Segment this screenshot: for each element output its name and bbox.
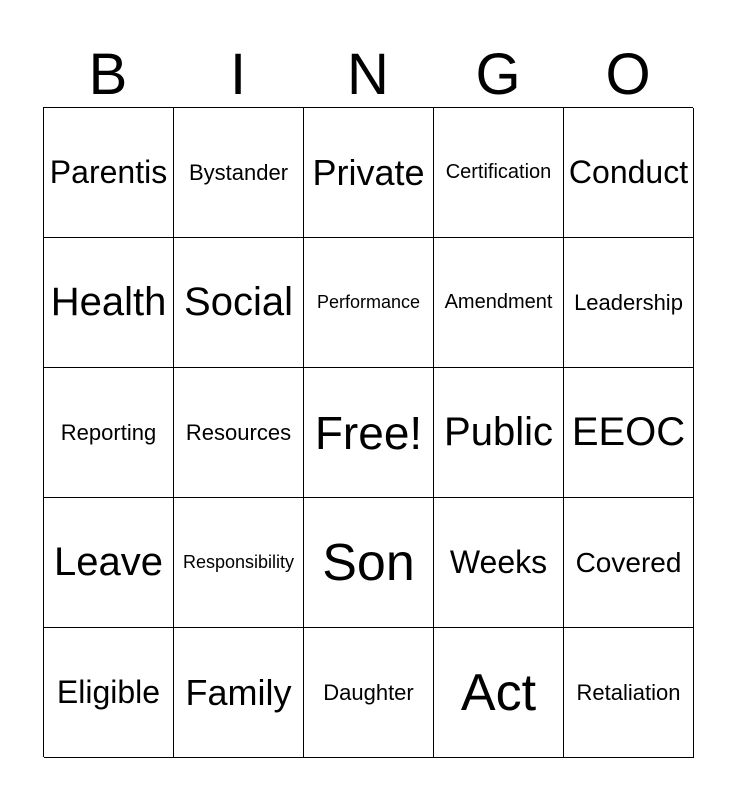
free-space: Free! xyxy=(304,368,434,498)
header-letter-i: I xyxy=(229,42,247,107)
bingo-cell-r1c5: Conduct xyxy=(564,108,694,238)
bingo-board xyxy=(43,107,693,757)
bingo-cell-r1c4: Certification xyxy=(434,108,564,238)
bingo-cell-r3c2: Resources xyxy=(174,368,304,498)
bingo-cell-r1c1: Parentis xyxy=(44,108,174,238)
bingo-cell-r5c5: Retaliation xyxy=(564,628,694,758)
bingo-cell-r4c4: Weeks xyxy=(434,498,564,628)
bingo-cell-r4c2: Responsibility xyxy=(174,498,304,628)
bingo-cell-r1c2: Bystander xyxy=(174,108,304,238)
bingo-cell-r2c5: Leadership xyxy=(564,238,694,368)
bingo-cell-r4c1: Leave xyxy=(44,498,174,628)
header-letter-b: B xyxy=(88,42,128,107)
bingo-cell-r4c5: Covered xyxy=(564,498,694,628)
bingo-cell-r3c1: Reporting xyxy=(44,368,174,498)
bingo-cell-r2c3: Performance xyxy=(304,238,434,368)
bingo-cell-r4c3: Son xyxy=(304,498,434,628)
header-letter-g: G xyxy=(475,42,521,107)
header-letter-n: N xyxy=(347,42,389,107)
bingo-cell-r2c4: Amendment xyxy=(434,238,564,368)
bingo-cell-r5c2: Family xyxy=(174,628,304,758)
bingo-cell-r5c3: Daughter xyxy=(304,628,434,758)
bingo-cell-r1c3: Private xyxy=(304,108,434,238)
bingo-cell-r3c4: Public xyxy=(434,368,564,498)
bingo-cell-r5c4: Act xyxy=(434,628,564,758)
bingo-cell-r3c5: EEOC xyxy=(564,368,694,498)
bingo-header xyxy=(43,42,693,108)
bingo-cell-r2c1: Health xyxy=(44,238,174,368)
header-letter-o: O xyxy=(605,42,651,107)
bingo-cell-r5c1: Eligible xyxy=(44,628,174,758)
bingo-cell-r2c2: Social xyxy=(174,238,304,368)
